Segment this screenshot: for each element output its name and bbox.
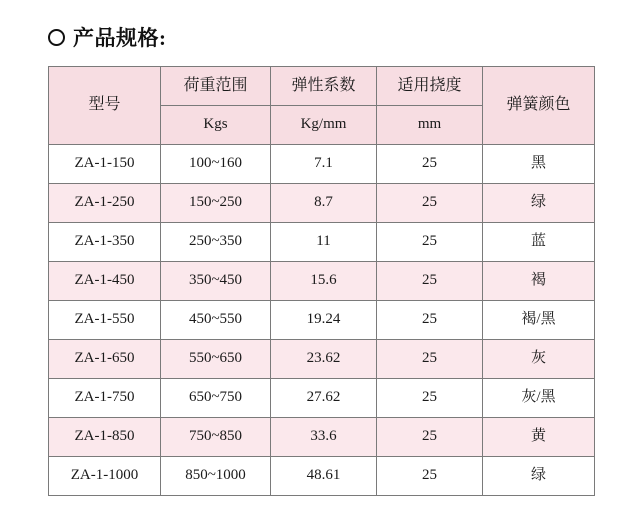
cell-model: ZA-1-450 (49, 262, 161, 301)
spec-table (48, 66, 595, 496)
cell-color: 褐 (483, 262, 595, 301)
cell-color: 灰/黑 (483, 379, 595, 418)
cell-model: ZA-1-750 (49, 379, 161, 418)
table-row (49, 418, 595, 457)
table-row (49, 340, 595, 379)
table-head (49, 67, 595, 145)
cell-load: 150~250 (161, 184, 271, 223)
cell-color: 褐/黑 (483, 301, 595, 340)
cell-load: 850~1000 (161, 457, 271, 496)
cell-deflection: 25 (377, 379, 483, 418)
table-row (49, 301, 595, 340)
cell-rate: 15.6 (271, 262, 377, 301)
cell-deflection: 25 (377, 262, 483, 301)
cell-rate: 23.62 (271, 340, 377, 379)
column-unit-spring-rate: Kg/mm (271, 106, 377, 145)
cell-rate: 27.62 (271, 379, 377, 418)
cell-load: 450~550 (161, 301, 271, 340)
cell-deflection: 25 (377, 457, 483, 496)
column-header-deflection: 适用挠度 (377, 67, 483, 106)
column-header-spring-rate: 弹性系数 (271, 67, 377, 106)
cell-rate: 7.1 (271, 145, 377, 184)
cell-model: ZA-1-550 (49, 301, 161, 340)
table-row (49, 184, 595, 223)
cell-color: 绿 (483, 184, 595, 223)
page-title (48, 22, 594, 52)
cell-rate: 11 (271, 223, 377, 262)
cell-model: ZA-1-250 (49, 184, 161, 223)
cell-rate: 19.24 (271, 301, 377, 340)
page-title-text: 产品规格: (73, 26, 167, 50)
cell-rate: 8.7 (271, 184, 377, 223)
cell-deflection: 25 (377, 184, 483, 223)
cell-model: ZA-1-650 (49, 340, 161, 379)
column-unit-deflection: mm (377, 106, 483, 145)
cell-deflection: 25 (377, 223, 483, 262)
table-body (49, 145, 595, 496)
cell-color: 黄 (483, 418, 595, 457)
cell-rate: 48.61 (271, 457, 377, 496)
cell-color: 黑 (483, 145, 595, 184)
table-row (49, 145, 595, 184)
cell-load: 650~750 (161, 379, 271, 418)
cell-color: 蓝 (483, 223, 595, 262)
cell-deflection: 25 (377, 145, 483, 184)
cell-deflection: 25 (377, 340, 483, 379)
table-header-row-1 (49, 67, 595, 106)
cell-deflection: 25 (377, 301, 483, 340)
cell-deflection: 25 (377, 418, 483, 457)
cell-model: ZA-1-150 (49, 145, 161, 184)
column-header-model: 型号 (49, 67, 161, 145)
cell-load: 550~650 (161, 340, 271, 379)
cell-load: 750~850 (161, 418, 271, 457)
column-header-load-range: 荷重范围 (161, 67, 271, 106)
table-row (49, 223, 595, 262)
cell-rate: 33.6 (271, 418, 377, 457)
column-unit-load-range: Kgs (161, 106, 271, 145)
cell-model: ZA-1-350 (49, 223, 161, 262)
cell-load: 250~350 (161, 223, 271, 262)
table-row (49, 262, 595, 301)
table-row (49, 379, 595, 418)
cell-load: 350~450 (161, 262, 271, 301)
cell-color: 绿 (483, 457, 595, 496)
cell-load: 100~160 (161, 145, 271, 184)
cell-color: 灰 (483, 340, 595, 379)
column-header-spring-color: 弹簧颜色 (483, 67, 595, 145)
table-row (49, 457, 595, 496)
cell-model: ZA-1-850 (49, 418, 161, 457)
ring-bullet-icon (48, 29, 65, 46)
cell-model: ZA-1-1000 (49, 457, 161, 496)
